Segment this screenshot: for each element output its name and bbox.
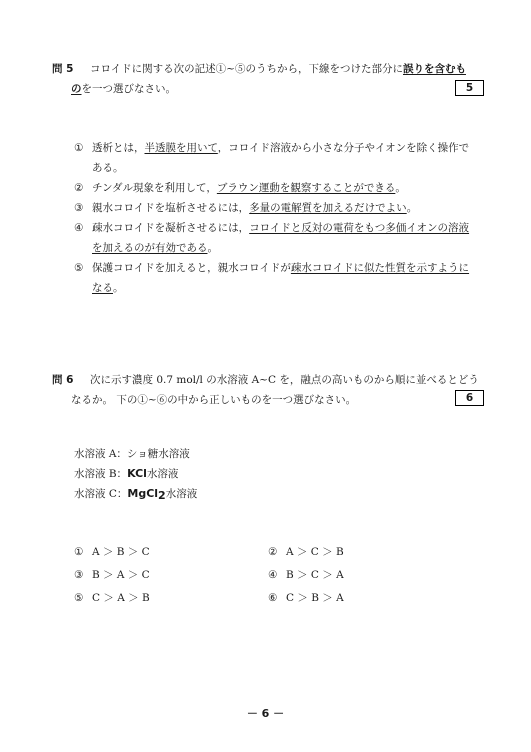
statement-4: ④ 疎水コロイドを凝析させるには，コロイドと反対の電荷をもつ多価イオンの溶液 [74, 222, 470, 234]
question-5-label: 問 5 [52, 63, 74, 75]
question-5-stem-line2 [71, 81, 176, 96]
solution-c: 水溶液 C：MgCl2水溶液 [74, 487, 198, 502]
chemical-formula: KCl [127, 467, 147, 480]
answer-box-5: 5 [455, 80, 484, 96]
underlined-phrase: なる [92, 282, 113, 294]
choice-1: ① A ＞ B ＞ C [74, 546, 150, 558]
underlined-phrase: コロイドと反対の電荷をもつ多価イオンの溶液 [249, 222, 470, 234]
statement-2: ② チンダル現象を利用して，ブラウン運動を観察することができる。 [74, 182, 406, 194]
choice-5: ⑤ C ＞ A ＞ B [74, 592, 150, 604]
question-5-stem [90, 61, 466, 76]
statement-4-cont: を加えるのが有効である。 [92, 242, 218, 254]
question-5-stem-text: コロイドに関する次の記述①~⑤のうちから，下線をつけた部分に [90, 63, 403, 75]
answer-box-6: 6 [455, 390, 484, 406]
chemical-formula: MgCl [127, 487, 159, 500]
choice-4: ④ B ＞ C ＞ A [268, 569, 344, 581]
question-6-stem-line2: なるか。 下の①~⑥の中から正しいものを一つ選びなさい。 [71, 394, 357, 406]
choice-2: ② A ＞ C ＞ B [268, 546, 344, 558]
question-5-emphasis: 誤りを含むも [402, 63, 466, 75]
underlined-phrase: 半透膜を用いて [144, 142, 218, 154]
statement-5: ⑤ 保護コロイドを加えると，親水コロイドが疎水コロイドに似た性質を示すように [74, 262, 470, 274]
page-number: － 6 － [246, 707, 285, 720]
choice-3: ③ B ＞ A ＞ C [74, 569, 150, 581]
statement-1-cont: ある。 [92, 162, 124, 174]
statement-3: ③ 親水コロイドを塩析させるには，多量の電解質を加えるだけでよい。 [74, 202, 418, 214]
question-6-label: 問 6 [52, 374, 74, 386]
formula-subscript: 2 [158, 489, 166, 502]
underlined-phrase: 疎水コロイドに似た性質を示すように [290, 262, 470, 274]
choice-6: ⑥ C ＞ B ＞ A [268, 592, 344, 604]
underlined-phrase: ブラウン運動を観察することができる [216, 182, 396, 194]
question-5-emphasis-cont: の [71, 83, 82, 95]
statement-5-cont: なる。 [92, 282, 124, 294]
solution-a: 水溶液 A：ショ糖水溶液 [74, 448, 190, 460]
underlined-phrase: 多量の電解質を加えるだけでよい [249, 202, 407, 214]
solution-b: 水溶液 B：KCl水溶液 [74, 467, 179, 480]
statement-1: ① 透析とは，半透膜を用いて，コロイド溶液から小さな分子やイオンを除く操作で [74, 142, 470, 154]
question-6-stem: 次に示す濃度 0.7 mol/l の水溶液 A~C を，融点の高いものから順に並べるとどう [90, 374, 479, 386]
question-5-stem-text2: を一つ選びなさい。 [81, 83, 176, 95]
underlined-phrase: を加えるのが有効である [92, 242, 208, 254]
